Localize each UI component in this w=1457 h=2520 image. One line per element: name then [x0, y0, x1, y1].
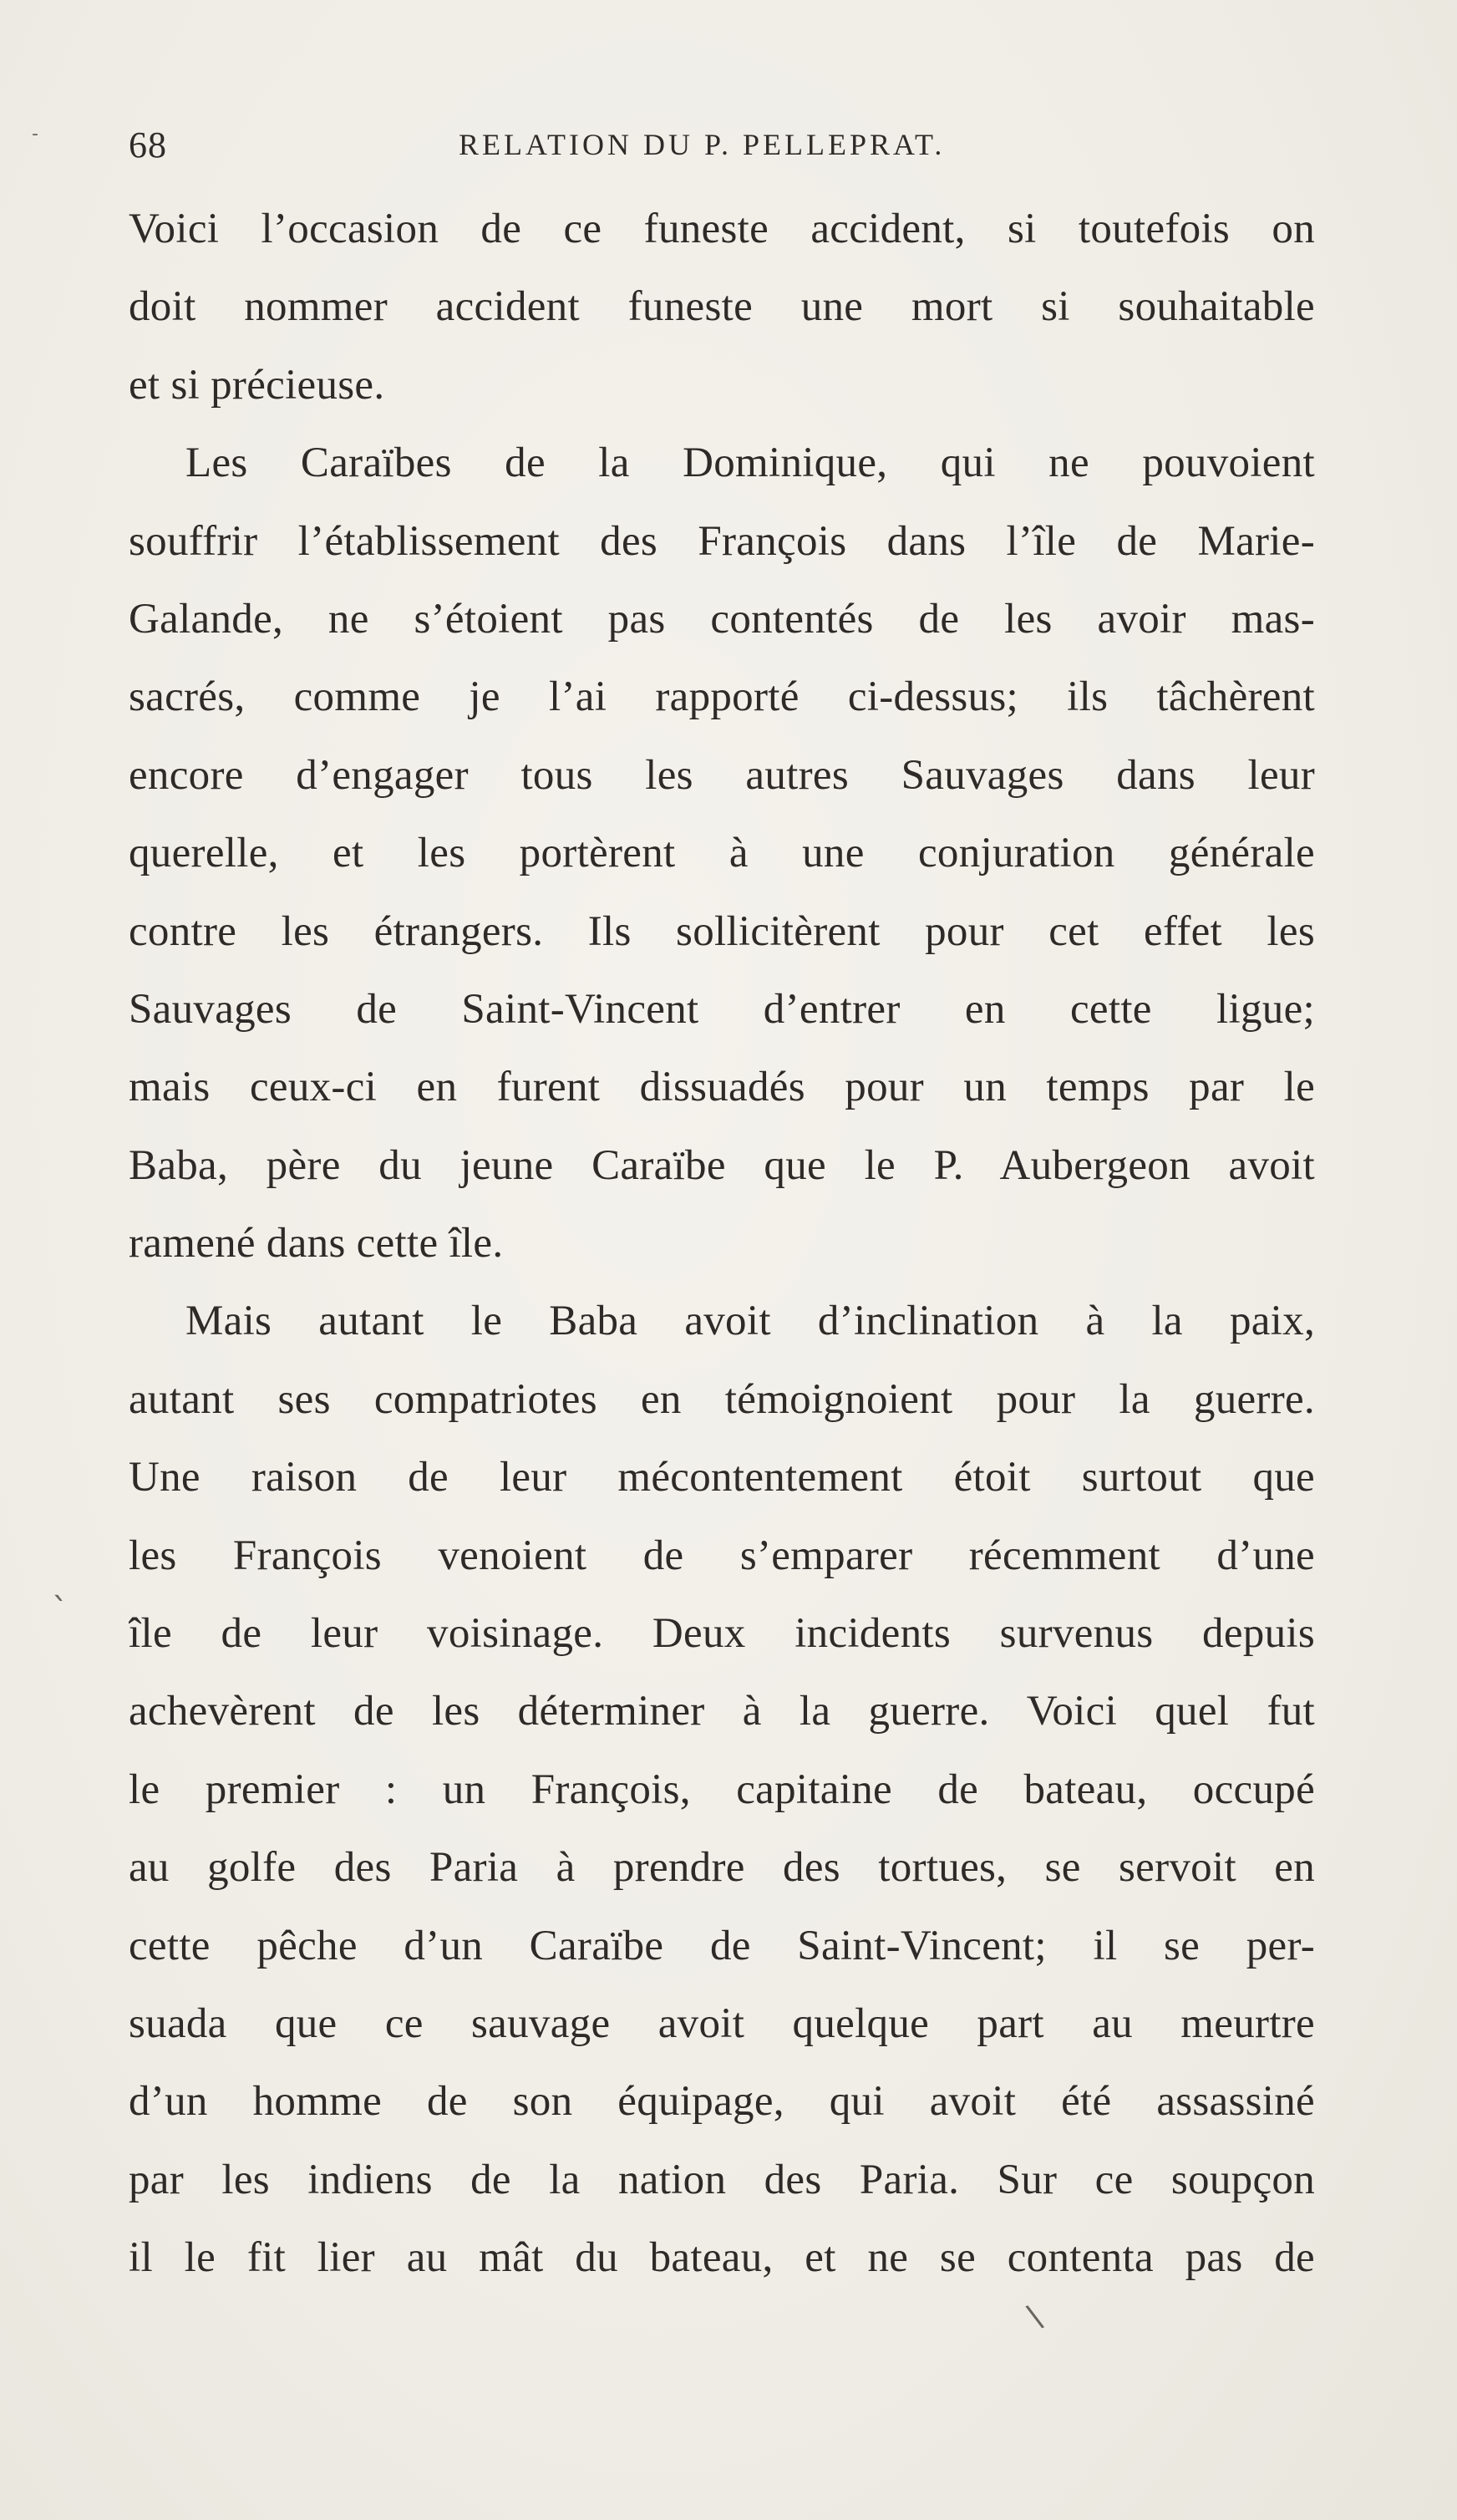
text-line: le premier : un François, capitaine de bateau, occupé: [129, 1766, 1315, 1813]
text-line: querelle, et les portèrent à une conjuration générale: [129, 830, 1315, 877]
page-number: 68: [129, 124, 167, 165]
text-line: mais ceux-ci en furent dissuadés pour un temps par le: [129, 1064, 1315, 1111]
text-line: Voici l’occasion de ce funeste accident, si toutefois on: [129, 206, 1315, 252]
text-line: Une raison de leur mécontentement étoit surtout que: [129, 1454, 1315, 1501]
text-line: île de leur voisinage. Deux incidents survenus depuis: [129, 1610, 1315, 1658]
page-header: [129, 124, 1315, 165]
body-text: [129, 191, 1315, 2298]
text-line: encore d’engager tous les autres Sauvages dans leur: [129, 751, 1315, 799]
text-line: Les Caraïbes de la Dominique, qui ne pouvoient: [185, 439, 1315, 487]
text-line: il le fit lier au mât du bateau, et ne se contenta pas de: [129, 2234, 1315, 2282]
text-line: autant ses compatriotes en témoignoient pour la guerre.: [129, 1375, 1315, 1423]
running-head: RELATION DU P. PELLEPRAT.: [459, 128, 946, 161]
text-line: souffrir l’établissement des François dans l’île de Marie-: [129, 517, 1315, 565]
text-line: Baba, père du jeune Caraïbe que le P. Aubergeon avoit: [129, 1141, 1315, 1189]
text-line: les François venoient de s’emparer récemment d’une: [129, 1532, 1315, 1579]
text-line: par les indiens de la nation des Paria. Sur ce soupçon: [129, 2156, 1315, 2203]
text-line: Sauvages de Saint-Vincent d’entrer en cette ligue;: [129, 985, 1315, 1033]
text-line: suada que ce sauvage avoit quelque part au meurtre: [129, 1999, 1315, 2047]
stray-mark: \: [1023, 2297, 1046, 2335]
text-line: Mais autant le Baba avoit d’inclination à la paix,: [185, 1298, 1315, 1345]
text-line: ramené dans cette île.: [129, 1220, 504, 1268]
text-line: Galande, ne s’étoient pas contentés de les avoir mas-: [129, 595, 1315, 643]
text-line: cette pêche d’un Caraïbe de Saint-Vincent; il se per-: [129, 1922, 1315, 1969]
text-line: sacrés, comme je l’ai rapporté ci-dessus; ils tâchèrent: [129, 673, 1315, 721]
text-line: et si précieuse.: [129, 361, 385, 409]
margin-mark: -: [32, 124, 38, 145]
text-line: au golfe des Paria à prendre des tortues, se servoit en: [129, 1844, 1315, 1892]
text-line: achevèrent de les déterminer à la guerre. Voici quel fut: [129, 1688, 1315, 1735]
text-line: contre les étrangers. Ils sollicitèrent pour cet effet les: [129, 907, 1315, 955]
text-line: d’un homme de son équipage, qui avoit été assassiné: [129, 2078, 1315, 2126]
margin-mark: `: [52, 1592, 69, 1630]
text-line: doit nommer accident funeste une mort si souhaitable: [129, 283, 1315, 331]
